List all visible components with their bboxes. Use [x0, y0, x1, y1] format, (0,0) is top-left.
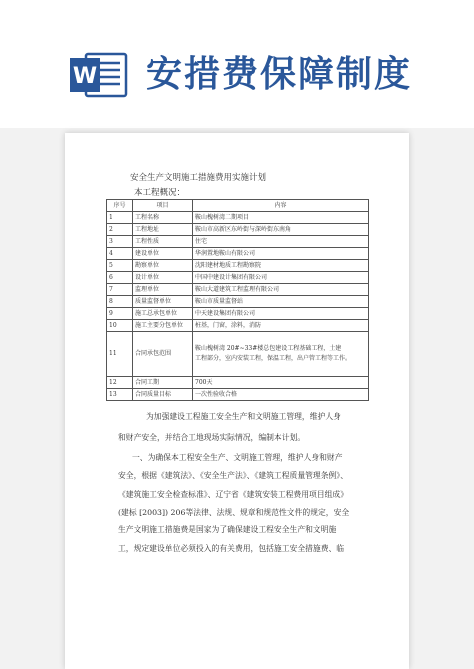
paragraph-line: 安全，根据《建筑法》、《安全生产法》、《建筑工程质量管理条例》、 — [118, 471, 348, 480]
column-header: 内容 — [193, 200, 369, 212]
overview-label: 本工程概况： — [134, 188, 186, 198]
row-content: 桩基，门窗，涂料，消防 — [193, 320, 369, 332]
row-item: 工程地址 — [133, 224, 193, 236]
table-row — [107, 236, 369, 248]
row-item: 建设单位 — [133, 248, 193, 260]
table-row — [107, 284, 369, 296]
paragraph-line: 工，规定建设单位必须投入的有关费用，包括施工安全措施费、临 — [118, 544, 345, 553]
row-content: 鞍山市质量监督站 — [193, 296, 369, 308]
row-content — [193, 332, 369, 377]
row-number: 9 — [107, 308, 133, 320]
row-item: 质量监督单位 — [133, 296, 193, 308]
paragraph-line: 《建筑施工安全检查标准》、辽宁省《建筑安装工程费用项目组成》 — [118, 490, 349, 499]
row-item: 施工总承包单位 — [133, 308, 193, 320]
row-number: 7 — [107, 284, 133, 296]
row-item: 工程性质 — [133, 236, 193, 248]
row-number: 8 — [107, 296, 133, 308]
row-number: 6 — [107, 272, 133, 284]
row-number: 3 — [107, 236, 133, 248]
row-content: 住宅 — [193, 236, 369, 248]
row-item: 施工主要分包单位 — [133, 320, 193, 332]
column-header: 序号 — [107, 200, 133, 212]
row-item: 合同质量目标 — [133, 389, 193, 401]
paragraph-line: 生产文明施工措施费是国家为了确保建设工程安全生产和文明施 — [118, 525, 337, 534]
row-content: 700天 — [193, 377, 369, 389]
paragraph-line: 一、为确保本工程安全生产、文明施工管理，维护人身和财产 — [132, 453, 343, 462]
row-number: 11 — [107, 332, 133, 377]
row-content: 中天建设集团有限公司 — [193, 308, 369, 320]
table-row — [107, 389, 369, 401]
row-content: 中国中建设计集团有限公司 — [193, 272, 369, 284]
row-number: 13 — [107, 389, 133, 401]
header-banner — [0, 0, 474, 128]
row-item: 勘察单位 — [133, 260, 193, 272]
word-app-icon — [68, 48, 128, 100]
table-row — [107, 377, 369, 389]
table-row — [107, 296, 369, 308]
row-item: 监理单位 — [133, 284, 193, 296]
project-info-table — [106, 199, 369, 401]
page-title: 安措费保障制度 — [146, 54, 413, 95]
row-content: 鞍山市高新区东岭街与深岭街东南角 — [193, 224, 369, 236]
row-number: 12 — [107, 377, 133, 389]
table-header-row — [107, 200, 369, 212]
row-number: 2 — [107, 224, 133, 236]
document-title: 安全生产文明施工措施费用实施计划 — [130, 173, 267, 183]
paragraph-line: (建标 [2003]) 206等法律、法规、规章和规范性文件的规定，安全 — [118, 508, 350, 517]
row-number: 5 — [107, 260, 133, 272]
row-item: 合同承包范围 — [133, 332, 193, 377]
row-number: 1 — [107, 212, 133, 224]
table-row — [107, 248, 369, 260]
row-item: 合同工期 — [133, 377, 193, 389]
row-item: 设计单位 — [133, 272, 193, 284]
table-row — [107, 260, 369, 272]
paragraph-line: 为加强建设工程施工安全生产和文明施工管理，维护人身 — [146, 412, 341, 421]
row-content: 一次性验收合格 — [193, 389, 369, 401]
row-content: 沈阳建材地质工程勘察院 — [193, 260, 369, 272]
table-row — [107, 332, 369, 377]
row-content-line: 工程部分，室内安装工程，保温工程，出户管工程等工作。 — [195, 355, 352, 362]
row-content-line: 鞍山槐树湾 20#~33#楼总包建设工程基础工程，土建 — [195, 345, 342, 352]
row-item: 工程名称 — [133, 212, 193, 224]
paragraph-line: 和财产安全，并结合工地现场实际情况，编制本计划。 — [118, 433, 306, 442]
column-header: 项目 — [133, 200, 193, 212]
row-number: 10 — [107, 320, 133, 332]
table-row — [107, 272, 369, 284]
table-row — [107, 212, 369, 224]
row-content: 鞍山槐树湾二期项目 — [193, 212, 369, 224]
row-content: 华润置地鞍山有限公司 — [193, 248, 369, 260]
row-content: 鞍山大道建筑工程监理有限公司 — [193, 284, 369, 296]
table-row — [107, 320, 369, 332]
row-number: 4 — [107, 248, 133, 260]
table-row — [107, 224, 369, 236]
table-row — [107, 308, 369, 320]
svg-text:W: W — [72, 64, 98, 89]
